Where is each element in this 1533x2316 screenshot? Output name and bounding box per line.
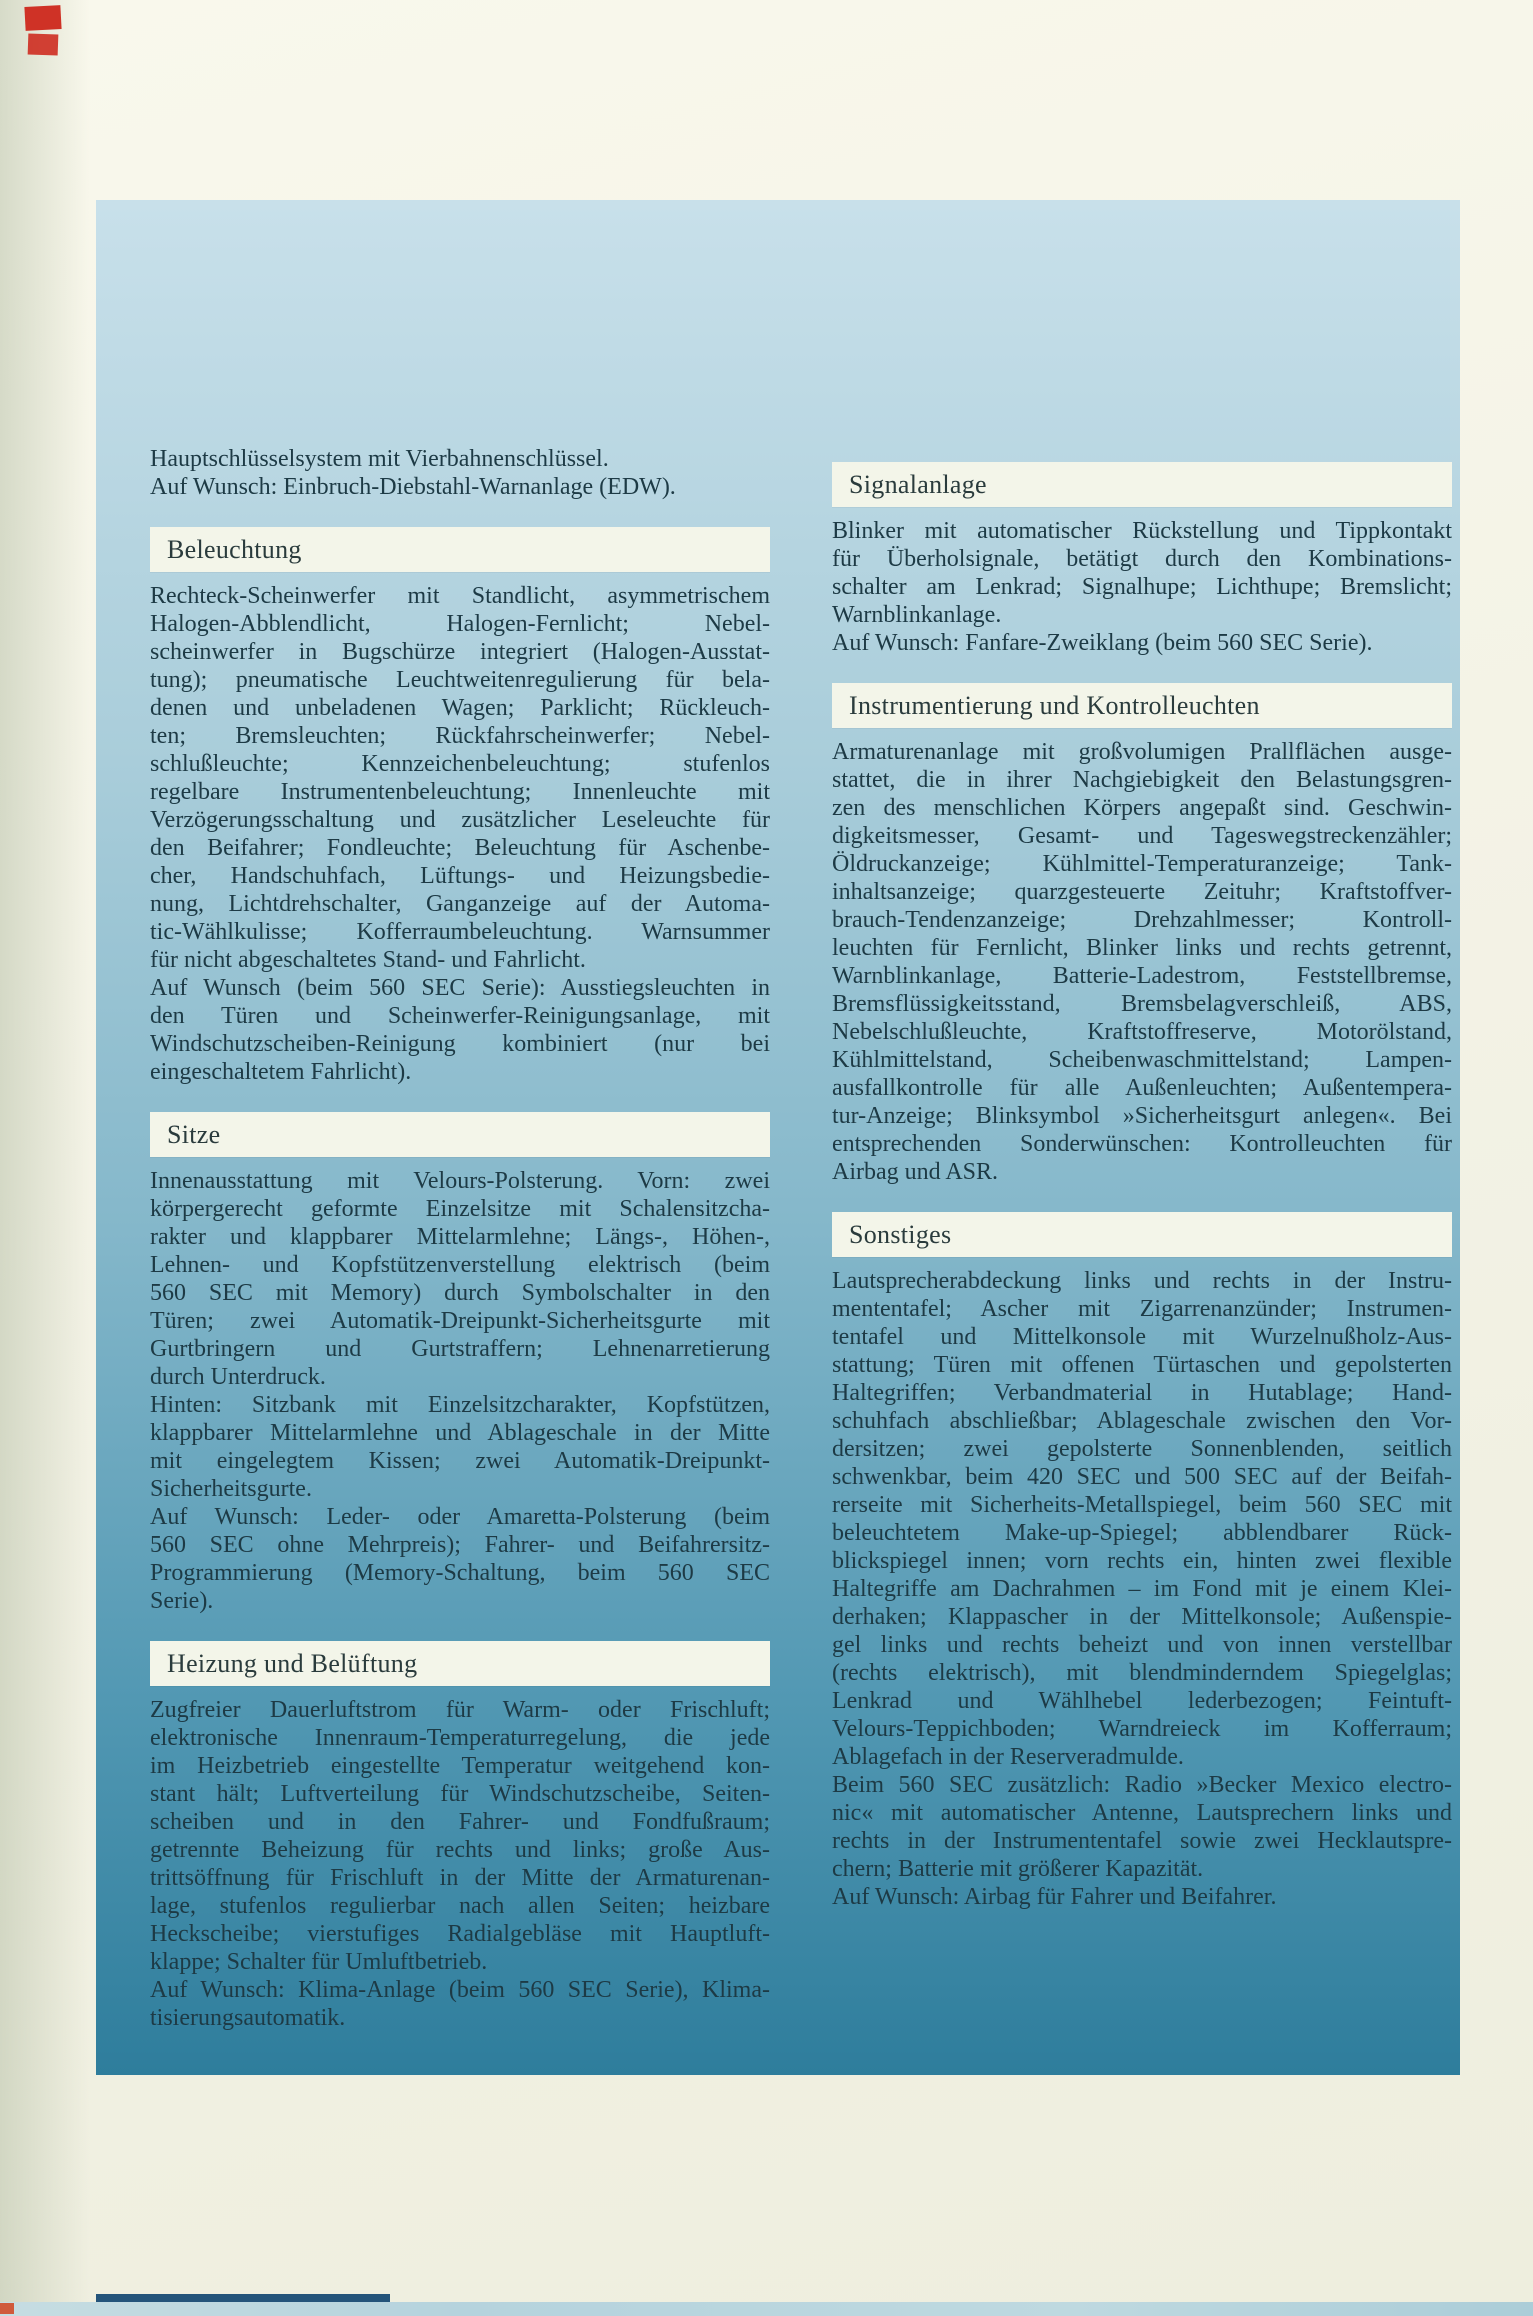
text-line: Auf Wunsch: Klima-Anlage (beim 560 SEC Serie), Klima- <box>150 1977 770 2003</box>
text-line: Türen; zwei Automatik-Dreipunkt-Sicherheitsgurte mit <box>150 1308 770 1334</box>
section-title: Heizung und Belüftung <box>167 1648 418 1678</box>
paragraph <box>832 738 1452 1186</box>
text-line: leuchten für Fernlicht, Blinker links und rechts getrennt, <box>832 935 1452 961</box>
text-line: schwenkbar, beim 420 SEC und 500 SEC auf der Beifah- <box>832 1464 1452 1490</box>
paragraph <box>150 1976 770 2032</box>
text-line: für nicht abgeschaltetes Stand- und Fahrlicht. <box>150 947 586 973</box>
text-line: tentafel und Mittelkonsole mit Wurzelnußholz-Aus- <box>832 1324 1452 1350</box>
paragraph <box>150 1696 770 1976</box>
text-line: derhaken; Klappascher in der Mittelkonsole; Außenspie- <box>832 1604 1452 1630</box>
paragraph <box>832 1883 1452 1911</box>
text-line: Ablagefach in der Reserveradmulde. <box>832 1744 1184 1770</box>
text-line: den Türen und Scheinwerfer-Reinigungsanlage, mit <box>150 1003 770 1029</box>
column-left <box>150 200 770 2032</box>
text-line: stant hält; Luftverteilung für Windschutzscheibe, Seiten- <box>150 1781 770 1807</box>
text-line: im Heizbetrieb eingestellte Temperatur weitgehend kon- <box>150 1753 770 1779</box>
text-line: nic« mit automatischer Antenne, Lautsprechern links und <box>832 1800 1452 1826</box>
text-line: Haltegriffen; Verbandmaterial in Hutablage; Hand- <box>832 1380 1452 1406</box>
text-line: Airbag und ASR. <box>832 1159 999 1185</box>
text-line: brauch-Tendenzanzeige; Drehzahlmesser; Kontroll- <box>832 907 1452 933</box>
text-line: Beim 560 SEC zusätzlich: Radio »Becker Mexico electro- <box>832 1772 1452 1798</box>
text-line: 560 SEC mit Memory) durch Symbolschalter in den <box>150 1280 770 1306</box>
next-page-edge-strip <box>0 2302 1533 2316</box>
text-line: zen des menschlichen Körpers angepaßt sind. Geschwin- <box>832 795 1452 821</box>
text-line: Halogen-Abblendlicht, Halogen-Fernlicht; Nebel- <box>150 611 770 637</box>
text-line: Lenkrad und Wählhebel lederbezogen; Feintuft- <box>832 1688 1452 1714</box>
text-line: Serie). <box>150 1588 214 1614</box>
text-line: körpergerecht geformte Einzelsitze mit Schalensitzcha- <box>150 1196 770 1222</box>
text-line: denen und unbeladenen Wagen; Parklicht; Rückleuch- <box>150 695 770 721</box>
text-line: Auf Wunsch: Leder- oder Amaretta-Polsterung (beim <box>150 1504 770 1530</box>
paragraph <box>832 629 1452 657</box>
print-registration-mark-1 <box>24 5 61 31</box>
text-line: Kühlmittelstand, Scheibenwaschmittelstand; Lampen- <box>832 1047 1452 1073</box>
text-line: Blinker mit automatischer Rückstellung und Tippkontakt <box>832 518 1452 544</box>
text-line: Auf Wunsch: Einbruch-Diebstahl-Warnanlage (EDW). <box>150 474 676 500</box>
section-header-bar <box>832 683 1452 728</box>
section-title: Instrumentierung und Kontrolleuchten <box>849 690 1260 720</box>
section-header-bar <box>150 527 770 572</box>
paragraph <box>150 582 770 974</box>
text-line: tung); pneumatische Leuchtweitenregulierung für bela- <box>150 667 770 693</box>
bottom-red-mark <box>0 2303 14 2314</box>
text-line: rechts in der Instrumententafel sowie zwei Hecklautspre- <box>832 1828 1452 1854</box>
paragraph <box>832 1771 1452 1883</box>
section-title: Signalanlage <box>849 469 987 499</box>
text-line: Nebelschlußleuchte, Kraftstoffreserve, Motorölstand, <box>832 1019 1452 1045</box>
text-line: Velours-Teppichboden; Warndreieck im Kofferraum; <box>832 1716 1452 1742</box>
text-line: Heckscheibe; vierstufiges Radialgebläse mit Hauptluft- <box>150 1921 770 1947</box>
text-line: Innenausstattung mit Velours-Polsterung. Vorn: zwei <box>150 1168 770 1194</box>
text-line: digkeitsmesser, Gesamt- und Tageswegstreckenzähler; <box>832 823 1452 849</box>
text-line: rerseite mit Sicherheits-Metallspiegel, beim 560 SEC mit <box>832 1492 1452 1518</box>
text-line: schuhfach abschließbar; Ablageschale zwischen den Vor- <box>832 1408 1452 1434</box>
text-line: für Überholsignale, betätigt durch den Kombinations- <box>832 546 1452 572</box>
text-line: Hinten: Sitzbank mit Einzelsitzcharakter, Kopfstützen, <box>150 1392 770 1418</box>
text-line: Lehnen- und Kopfstützenverstellung elektrisch (beim <box>150 1252 770 1278</box>
text-line: Auf Wunsch: Fanfare-Zweiklang (beim 560 SEC Serie). <box>832 630 1373 656</box>
text-line: Rechteck-Scheinwerfer mit Standlicht, asymmetrischem <box>150 583 770 609</box>
text-line: eingeschaltetem Fahrlicht). <box>150 1059 412 1085</box>
text-line: inhaltsanzeige; quarzgesteuerte Zeituhr; Kraftstoffver- <box>832 879 1452 905</box>
section-header-bar <box>150 1112 770 1157</box>
text-line: klappe; Schalter für Umluftbetrieb. <box>150 1949 488 1975</box>
text-line: Auf Wunsch: Airbag für Fahrer und Beifahrer. <box>832 1884 1277 1910</box>
text-line: nung, Lichtdrehschalter, Ganganzeige auf der Automa- <box>150 891 770 917</box>
paragraph <box>150 1503 770 1615</box>
section-title: Beleuchtung <box>167 534 302 564</box>
text-line: Lautsprecherabdeckung links und rechts in der Instru- <box>832 1268 1452 1294</box>
text-line: (rechts elektrisch), mit blendminderndem Spiegelglas; <box>832 1660 1452 1686</box>
text-line: klappbarer Mittelarmlehne und Ablageschale in der Mitte <box>150 1420 770 1446</box>
text-line: rakter und klappbarer Mittelarmlehne; Längs-, Höhen-, <box>150 1224 770 1250</box>
text-line: Verzögerungsschaltung und zusätzlicher Leseleuchte für <box>150 807 770 833</box>
text-line: Zugfreier Dauerluftstrom für Warm- oder Frischluft; <box>150 1697 770 1723</box>
text-line: 560 SEC ohne Mehrpreis); Fahrer- und Beifahrersitz- <box>150 1532 770 1558</box>
text-line: stattet, die in ihrer Nachgiebigkeit den Belastungsgren- <box>832 767 1452 793</box>
text-line: Öldruckanzeige; Kühlmittel-Temperaturanzeige; Tank- <box>832 851 1452 877</box>
text-line: mit eingelegtem Kissen; zwei Automatik-Dreipunkt- <box>150 1448 770 1474</box>
text-line: beleuchtetem Make-up-Spiegel; abblendbarer Rück- <box>832 1520 1452 1546</box>
paragraph <box>832 517 1452 629</box>
text-line: tisierungsautomatik. <box>150 2005 346 2031</box>
text-line: lage, stufenlos regulierbar nach allen Seiten; heizbare <box>150 1893 770 1919</box>
text-line: regelbare Instrumentenbeleuchtung; Innenleuchte mit <box>150 779 770 805</box>
text-line: tic-Wählkulisse; Kofferraumbeleuchtung. Warnsummer <box>150 919 770 945</box>
text-line: Warnblinkanlage, Batterie-Ladestrom, Feststellbremse, <box>832 963 1452 989</box>
paragraph <box>150 1391 770 1503</box>
text-line: entsprechenden Sonderwünschen: Kontrolleuchten für <box>832 1131 1452 1157</box>
text-line: schlußleuchte; Kennzeichenbeleuchtung; stufenlos <box>150 751 770 777</box>
text-line: dersitzen; zwei gepolsterte Sonnenblenden, seitlich <box>832 1436 1452 1462</box>
section-title: Sonstiges <box>849 1219 952 1249</box>
text-line: cher, Handschuhfach, Lüftungs- und Heizungsbedie- <box>150 863 770 889</box>
text-line: tur-Anzeige; Blinksymbol »Sicherheitsgurt anlegen«. Bei <box>832 1103 1452 1129</box>
text-line: ausfallkontrolle für alle Außenleuchten; Außentempera- <box>832 1075 1452 1101</box>
section-header-bar <box>150 1641 770 1686</box>
content-panel <box>96 200 1460 2075</box>
text-line: blickspiegel innen; vorn rechts ein, hinten zwei flexible <box>832 1548 1452 1574</box>
paragraph <box>150 974 770 1086</box>
text-line: trittsöffnung für Frischluft in der Mitte der Armaturenan- <box>150 1865 770 1891</box>
section-header-bar <box>832 1212 1452 1257</box>
text-line: getrennte Beheizung für rechts und links; große Aus- <box>150 1837 770 1863</box>
text-line: Windschutzscheiben-Reinigung kombiniert (nur bei <box>150 1031 770 1057</box>
column-right <box>832 200 1452 1911</box>
section-title: Sitze <box>167 1119 221 1149</box>
text-line: Armaturenanlage mit großvolumigen Prallflächen ausge- <box>832 739 1452 765</box>
paragraph <box>150 445 770 473</box>
text-line: Auf Wunsch (beim 560 SEC Serie): Ausstiegsleuchten in <box>150 975 770 1001</box>
text-line: gel links und rechts beheizt und von innen verstellbar <box>832 1632 1452 1658</box>
text-line: Haltegriffe am Dachrahmen – im Fond mit je einem Klei- <box>832 1576 1452 1602</box>
paragraph <box>150 473 770 501</box>
text-line: ten; Bremsleuchten; Rückfahrscheinwerfer; Nebel- <box>150 723 770 749</box>
text-line: scheinwerfer in Bugschürze integriert (Halogen-Ausstat- <box>150 639 770 665</box>
text-line: Bremsflüssigkeitsstand, Bremsbelagverschleiß, ABS, <box>832 991 1452 1017</box>
text-line: chern; Batterie mit größerer Kapazität. <box>832 1856 1204 1882</box>
paragraph <box>150 1167 770 1391</box>
print-registration-mark-2 <box>28 33 59 55</box>
text-line: scheiben und in den Fahrer- und Fondfußraum; <box>150 1809 770 1835</box>
text-line: elektronische Innenraum-Temperaturregelung, die jede <box>150 1725 770 1751</box>
text-line: Gurtbringern und Gurtstraffern; Lehnenarretierung <box>150 1336 770 1362</box>
text-line: Programmierung (Memory-Schaltung, beim 560 SEC <box>150 1560 770 1586</box>
text-line: Warnblinkanlage. <box>832 602 1002 628</box>
text-line: durch Unterdruck. <box>150 1364 326 1390</box>
text-line: Sicherheitsgurte. <box>150 1476 312 1502</box>
text-line: den Beifahrer; Fondleuchte; Beleuchtung für Aschenbe- <box>150 835 770 861</box>
section-header-bar <box>832 462 1452 507</box>
text-line: mententafel; Ascher mit Zigarrenanzünder; Instrumen- <box>832 1296 1452 1322</box>
paragraph <box>832 1267 1452 1771</box>
text-line: stattung; Türen mit offenen Türtaschen und gepolsterten <box>832 1352 1452 1378</box>
text-line: Hauptschlüsselsystem mit Vierbahnenschlüssel. <box>150 446 609 472</box>
scan-left-edge-shadow <box>0 0 90 2316</box>
text-line: schalter am Lenkrad; Signalhupe; Lichthupe; Bremslicht; <box>832 574 1452 600</box>
